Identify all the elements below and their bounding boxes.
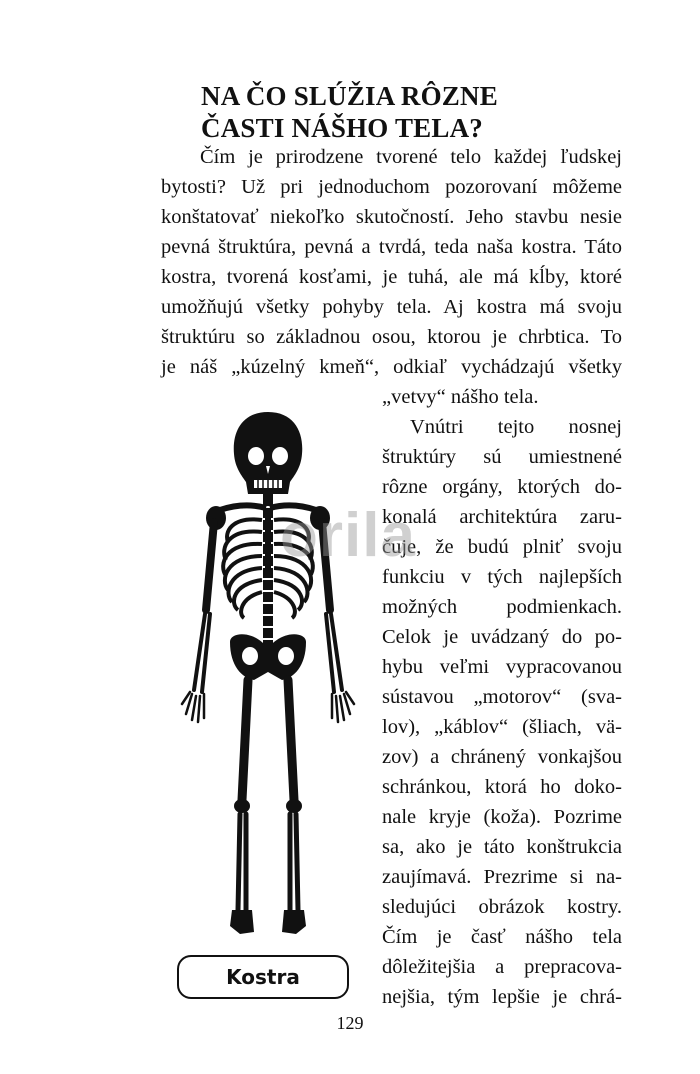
text-line: sledujúci obrázok kostry. [382,896,622,918]
watermark: orila [280,501,416,570]
page-number: 129 [336,1013,364,1033]
skeleton-illustration [170,410,366,936]
text-line: dôležitejšia a prepracova- [382,956,622,978]
text-line: rôzne orgány, ktorých do- [382,476,622,498]
text-line: pevná štruktúra, pevná a tvrdá, teda naša kostra. Táto [161,236,622,258]
text-line: štruktúru so základnou osou, ktorou je chrbtica. To [161,326,622,348]
text-line: Čím je časť nášho tela [382,926,622,948]
text-line: čuje, že budú plniť svoju [382,536,622,558]
text-line: bytosti? Už pri jednoduchom pozorovaní môžeme [161,176,622,198]
text-line: Vnútri tejto nosnej [410,416,622,438]
text-line: sústavou „motorov“ (sva- [382,686,622,708]
text-line: hybu veľmi vypracovanou [382,656,622,678]
text-line: schránkou, ktorá ho doko- [382,776,622,798]
text-line: nejšia, tým lepšie je chrá- [382,986,622,1008]
figure-caption: Kostra [177,955,349,999]
text-line: konštatovať niekoľko skutočností. Jeho stavbu nesie [161,206,622,228]
text-line: je náš „kúzelný kmeň“, odkiaľ vychádzajú všetky [161,356,622,378]
text-line: možných podmienkach. [382,596,622,618]
text-line: zov) a chránený vonkajšou [382,746,622,768]
text-line: Čím je prirodzene tvorené telo každej ľudskej [200,146,622,168]
text-line: „vetvy“ nášho tela. [382,386,539,408]
text-line: lov), „káblov“ (šliach, vä- [382,716,622,738]
text-line: funkciu v tých najlepších [382,566,622,588]
page-title-line-1: NA ČO SLÚŽIA RÔZNE [201,81,498,111]
text-line: kostra, tvorená kosťami, je tuhá, ale má kĺby, ktoré [161,266,622,288]
page-title [201,80,661,144]
text-line: štruktúry sú umiestnené [382,446,622,468]
text-line: umožňujú všetky pohyby tela. Aj kostra má svoju [161,296,622,318]
text-line: Celok je uvádzaný do po- [382,626,622,648]
text-line: sa, ako je táto konštrukcia [382,836,622,858]
text-line: konalá architektúra zaru- [382,506,622,528]
page-title-line-2: ČASTI NÁŠHO TELA? [201,113,483,143]
text-line: nale kryje (koža). Pozrime [382,806,622,828]
text-line: zaujímavá. Prezrime si na- [382,866,622,888]
